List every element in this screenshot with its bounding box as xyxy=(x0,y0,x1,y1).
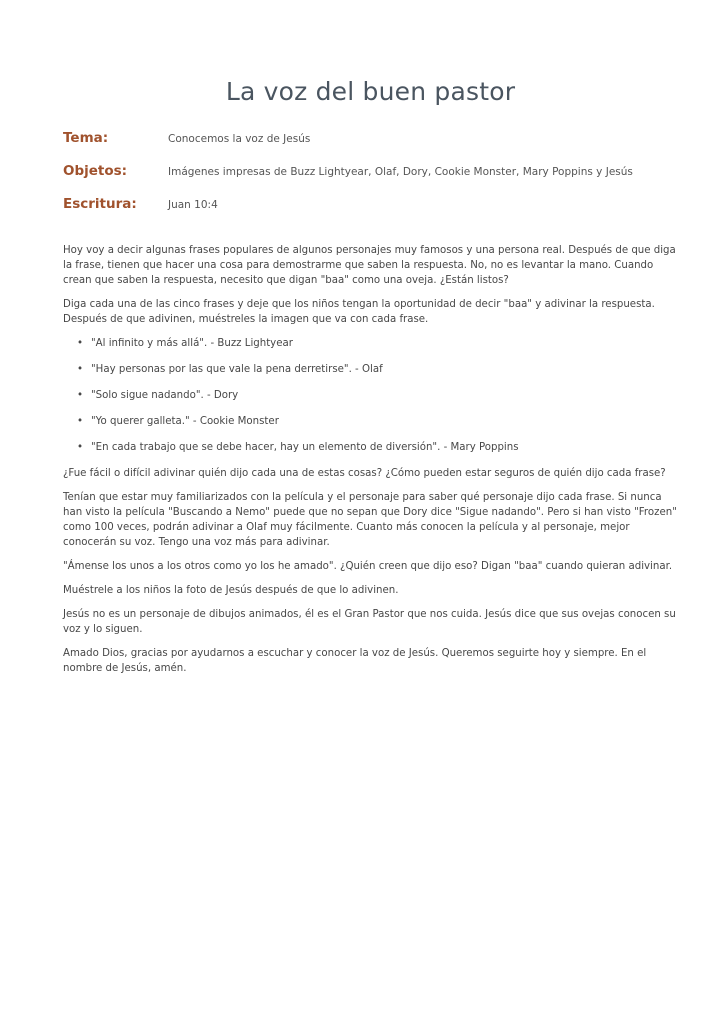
list-item xyxy=(77,362,678,377)
meta-value: Imágenes impresas de Buzz Lightyear, Olaf, Dory, Cookie Monster, Mary Poppins y Jesús xyxy=(168,166,633,178)
paragraph: Muéstrele a los niños la foto de Jesús después de que lo adivinen. xyxy=(63,585,399,596)
bullet-icon: • xyxy=(77,442,84,453)
meta-row-tema xyxy=(63,130,678,163)
bullet-icon: • xyxy=(77,364,84,375)
meta-value: Juan 10:4 xyxy=(168,199,218,211)
lesson-meta xyxy=(63,130,678,229)
bullet-icon: • xyxy=(77,390,84,401)
quote-text: "Al infinito y más allá". - Buzz Lightyear xyxy=(91,338,293,349)
quote-list xyxy=(63,336,678,455)
paragraph: Hoy voy a decir algunas frases populares de algunos personajes muy famosos y una persona real. Después de que diga la frase, tienen que hacer una cosa para demostrarme que saben la respuesta. No, no es levantar la mano. Cuando crean que saben la respuesta, necesito que digan "baa" como una oveja. ¿Están listos? xyxy=(63,245,676,286)
list-item xyxy=(77,388,678,403)
list-item xyxy=(77,440,678,455)
quote-text: "Solo sigue nadando". - Dory xyxy=(91,390,239,401)
list-item xyxy=(77,414,678,429)
quote-text: "Yo querer galleta." - Cookie Monster xyxy=(91,416,279,427)
paragraph: Jesús no es un personaje de dibujos animados, él es el Gran Pastor que nos cuida. Jesús dice que sus ovejas conocen su voz y lo siguen. xyxy=(63,609,676,635)
page-title: La voz del buen pastor xyxy=(225,77,516,106)
bullet-icon: • xyxy=(77,338,84,349)
paragraph: ¿Fue fácil o difícil adivinar quién dijo cada una de estas cosas? ¿Cómo pueden estar seguros de quién dijo cada frase? xyxy=(63,468,666,479)
meta-label: Objetos: xyxy=(63,163,128,179)
bullet-icon: • xyxy=(77,416,84,427)
paragraph: "Ámense los unos a los otros como yo los he amado". ¿Quién creen que dijo eso? Digan "baa" cuando quieran adivinar. xyxy=(63,561,673,572)
meta-label: Escritura: xyxy=(63,196,137,212)
meta-label: Tema: xyxy=(63,130,109,146)
paragraph: Amado Dios, gracias por ayudarnos a escuchar y conocer la voz de Jesús. Queremos seguirte hoy y siempre. En el nombre de Jesús, amén. xyxy=(63,648,647,674)
paragraph: Tenían que estar muy familiarizados con la película y el personaje para saber qué personaje dijo cada frase. Si nunca han visto la película "Buscando a Nemo" puede que no sepan que Dory dice "Sigue nadando". Pero si han visto "Frozen" como 100 veces, podrán adivinar a Olaf muy fácilmente. Cuanto más conocen la película y al personaje, mejor conocerán su voz. Tengo una voz más para adivinar. xyxy=(63,492,677,548)
meta-value: Conocemos la voz de Jesús xyxy=(168,133,311,145)
meta-row-escritura xyxy=(63,196,678,229)
lesson-body xyxy=(63,243,678,676)
meta-row-objetos xyxy=(63,163,678,196)
list-item xyxy=(77,336,678,351)
paragraph: Diga cada una de las cinco frases y deje que los niños tengan la oportunidad de decir "baa" y adivinar la respuesta. Después de que adivinen, muéstreles la imagen que va con cada frase. xyxy=(63,299,655,325)
quote-text: "En cada trabajo que se debe hacer, hay un elemento de diversión". - Mary Poppins xyxy=(91,442,519,453)
quote-text: "Hay personas por las que vale la pena derretirse". - Olaf xyxy=(91,364,383,375)
document-page xyxy=(63,76,678,685)
